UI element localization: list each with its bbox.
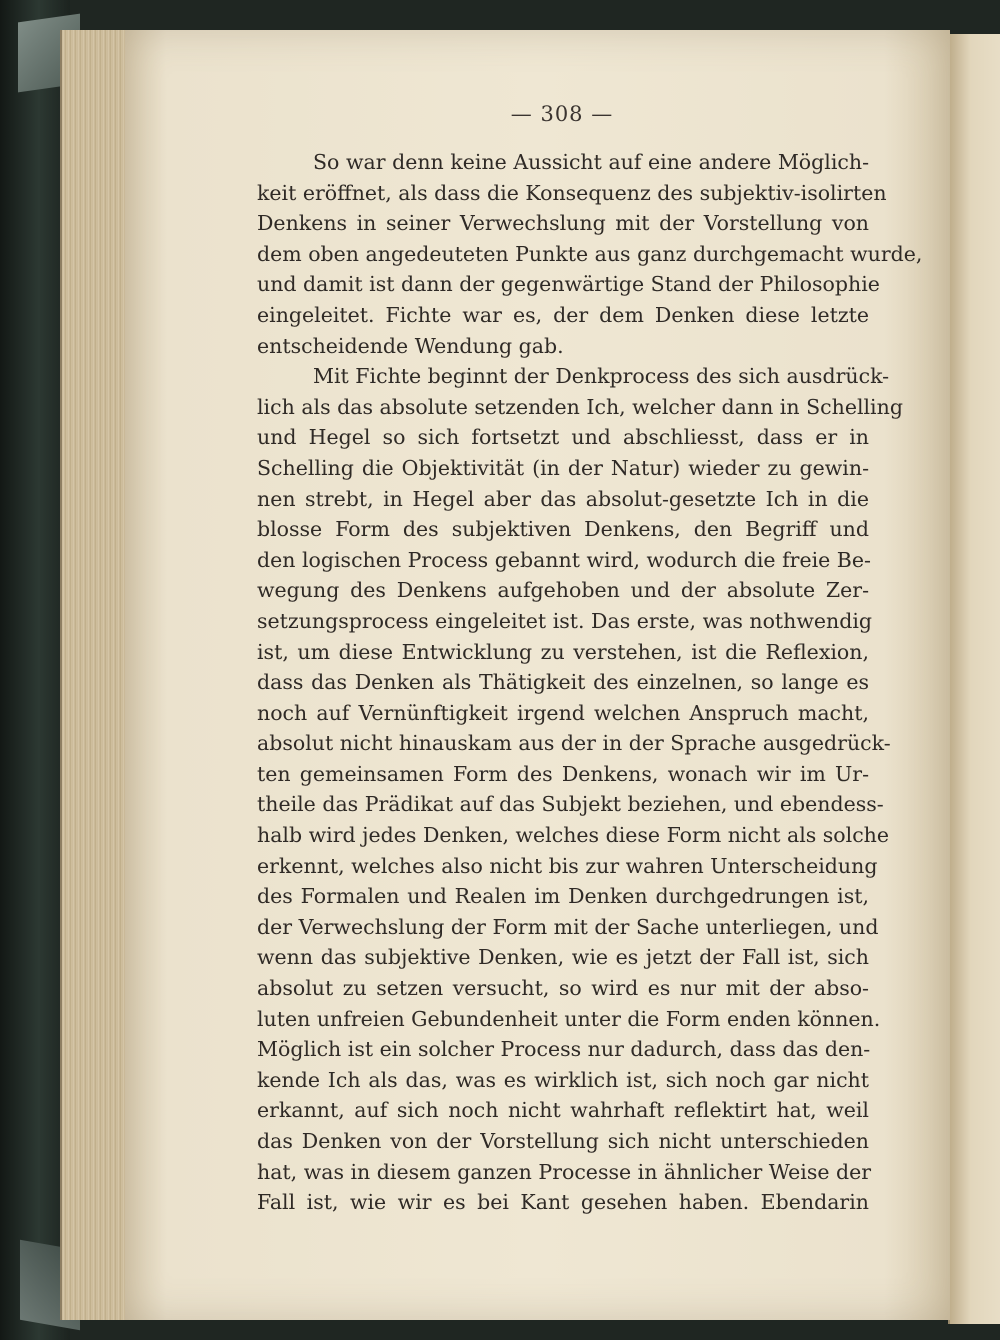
text-line: eingeleitet. Fichte war es, der dem Denken diese letzte — [257, 302, 869, 327]
text-line: Fall ist, wie wir es bei Kant gesehen haben. Ebendarin — [257, 1190, 869, 1215]
text-line: Denkens in seiner Verwechslung mit der Vorstellung von — [257, 211, 869, 236]
text-line: hat, was in diesem ganzen Processe in ähnlicher Weise der — [257, 1159, 872, 1184]
text-line: Mit Fichte beginnt der Denkprocess des sich ausdrück- — [313, 364, 890, 389]
text-line: ist, um diese Entwicklung zu verstehen, ist die Reflexion, — [257, 639, 869, 664]
text-line: keit eröffnet, als dass die Konsequenz des subjektiv-isolirten — [257, 180, 887, 205]
text-line: wegung des Denkens aufgehoben und der absolute Zer- — [257, 578, 869, 603]
text-line: nen strebt, in Hegel aber das absolut-gesetzte Ich in die — [257, 486, 869, 511]
text-line: absolut zu setzen versucht, so wird es nur mit der abso- — [257, 976, 869, 1001]
text-line: lich als das absolute setzenden Ich, welcher dann in Schelling — [257, 394, 903, 419]
text-line: den logischen Process gebannt wird, wodurch die freie Be- — [257, 547, 871, 572]
text-line: dass das Denken als Thätigkeit des einzelnen, so lange es — [257, 670, 869, 695]
text-line: des Formalen und Realen im Denken durchgedrungen ist, — [257, 884, 869, 909]
text-line: setzungsprocess eingeleitet ist. Das erste, was nothwendig — [257, 608, 873, 633]
text-line: Schelling die Objektivität (in der Natur) wieder zu gewin- — [257, 455, 869, 480]
text-line: halb wird jedes Denken, welches diese Form nicht als solche — [257, 823, 890, 848]
text-line: kende Ich als das, was es wirklich ist, sich noch gar nicht — [257, 1067, 869, 1092]
text-line: absolut nicht hinauskam aus der in der Sprache ausgedrück- — [257, 731, 891, 756]
text-line: das Denken von der Vorstellung sich nicht unterschieden — [257, 1129, 869, 1153]
text-line: ten gemeinsamen Form des Denkens, wonach wir im Ur- — [257, 761, 869, 786]
text-line: dem oben angedeuteten Punkte aus ganz durchgemacht wurde, — [257, 241, 923, 266]
text-line: Möglich ist ein solcher Process nur dadurch, dass das den- — [257, 1037, 871, 1062]
page-edges — [60, 30, 132, 1320]
text-line: luten unfreien Gebundenheit unter die Form enden können. — [257, 1006, 881, 1031]
text-line: erkennt, welches also nicht bis zur wahren Unterscheidung — [257, 853, 878, 878]
text-line: So war denn keine Aussicht auf eine andere Möglich- — [313, 150, 869, 174]
page-number: — 308 — — [510, 102, 614, 126]
text-line: und damit ist dann der gegenwärtige Stand der Philosophie — [257, 272, 880, 297]
text-line: theile das Prädikat auf das Subjekt beziehen, und ebendess- — [257, 792, 884, 817]
text-line: erkannt, auf sich noch nicht wahrhaft reflektirt hat, weil — [257, 1098, 869, 1123]
text-line: entscheidende Wendung gab. — [257, 333, 564, 358]
text-line: noch auf Vernünftigkeit irgend welchen Anspruch macht, — [257, 700, 869, 725]
text-line: der Verwechslung der Form mit der Sache unterliegen, und — [257, 914, 879, 939]
text-line: blosse Form des subjektiven Denkens, den Begriff und — [257, 517, 869, 542]
body-text — [257, 147, 923, 1218]
text-line: wenn das subjektive Denken, wie es jetzt der Fall ist, sich — [257, 945, 869, 970]
text-line: und Hegel so sich fortsetzt und abschliesst, dass er in — [257, 425, 869, 450]
facing-page-edge — [948, 34, 1000, 1324]
